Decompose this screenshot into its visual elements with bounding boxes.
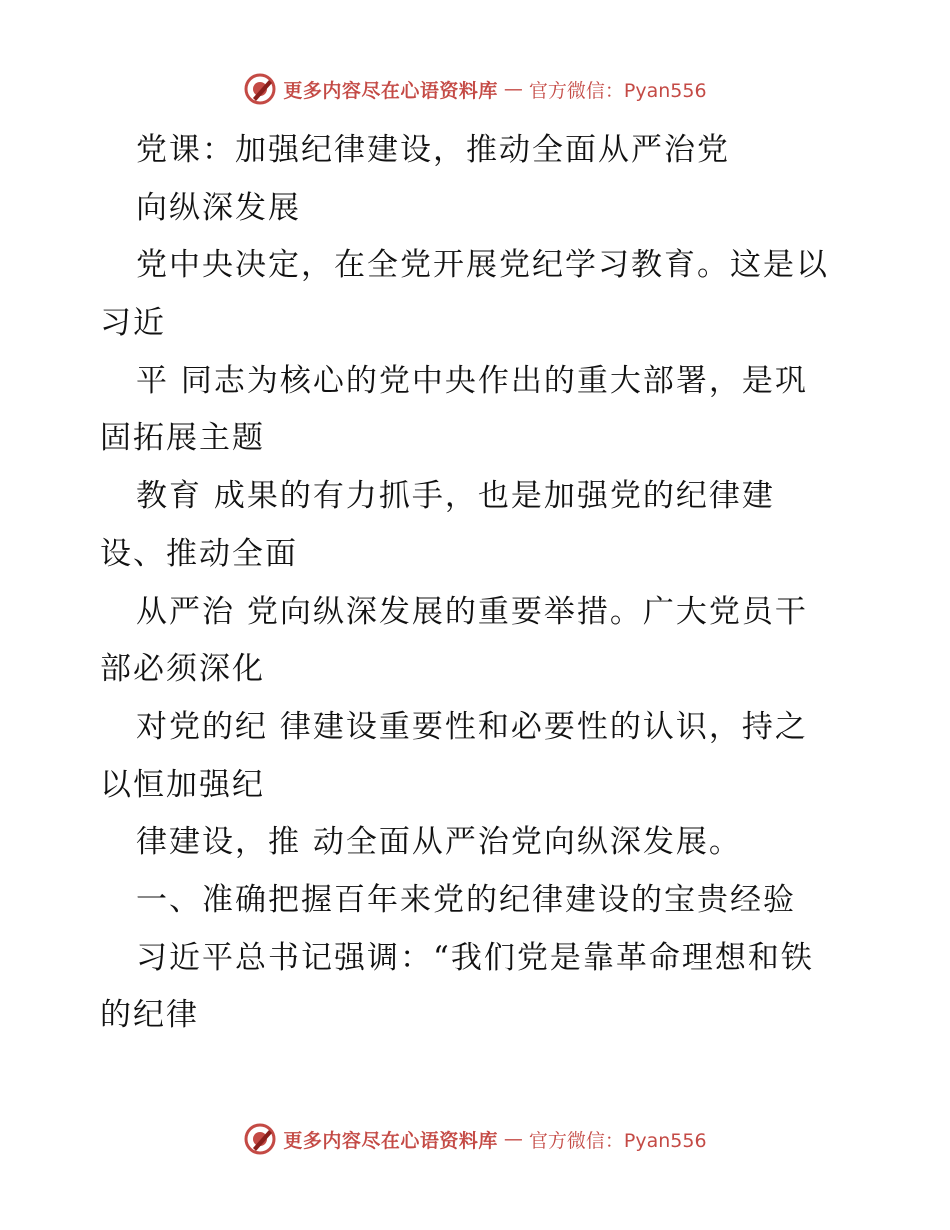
page-header (0, 72, 950, 106)
brand-logo-icon (243, 1122, 277, 1156)
header-wechat-text: 官方微信：Pyan556 (528, 79, 707, 102)
footer-wechat-text: 官方微信：Pyan556 (528, 1129, 707, 1152)
header-separator: — (503, 78, 523, 100)
footer-separator: — (503, 1128, 523, 1150)
body-line: 部必须深化 (100, 651, 265, 688)
body-line: 从严治 党向纵深发展的重要举措。广大党员干 (136, 593, 808, 630)
body-line: 设、推动全面 (100, 535, 298, 572)
body-line: 以恒加强纪 (100, 766, 265, 803)
body-line: 教育 成果的有力抓手，也是加强党的纪律建 (136, 478, 775, 515)
header-brand-text: 更多内容尽在心语资料库 (283, 79, 498, 102)
body-line: 的纪律 (100, 997, 199, 1034)
body-line: 对党的纪 律建设重要性和必要性的认识，持之 (136, 708, 808, 745)
body-line: 党课：加强纪律建设，推动全面从严治党 (136, 132, 730, 168)
body-line: 向纵深发展 (136, 189, 301, 226)
page-footer (0, 1122, 950, 1156)
body-line: 党中央决定，在全党开展党纪学习教育。这是以 (136, 247, 829, 284)
document-body (100, 122, 860, 1045)
body-line: 固拓展主题 (100, 420, 265, 457)
body-line: 一、准确把握百年来党的纪律建设的宝贵经验 (136, 881, 796, 918)
body-line: 平 同志为核心的党中央作出的重大部署，是巩 (136, 362, 808, 399)
body-line: 习近 (100, 305, 166, 342)
body-line: 律建设，推 动全面从严治党向纵深发展。 (136, 824, 742, 861)
body-line: 习近平总书记强调：“我们党是靠革命理想和铁 (136, 939, 814, 976)
brand-logo-icon (243, 72, 277, 106)
footer-brand-text: 更多内容尽在心语资料库 (283, 1129, 498, 1152)
